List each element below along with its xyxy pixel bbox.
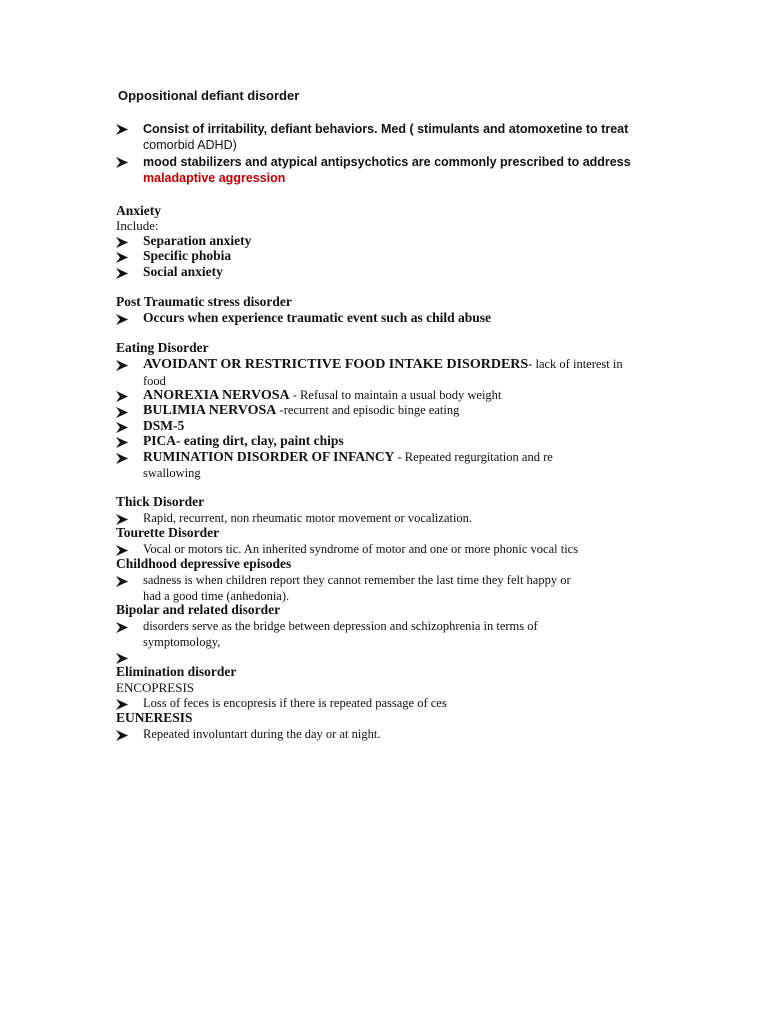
depressive-item — [143, 572, 653, 604]
arrow-bullet-icon — [116, 650, 134, 664]
rumination-cont: swallowing — [143, 466, 201, 480]
arrow-bullet-icon — [116, 511, 134, 525]
rumination-term: RUMINATION DISORDER OF INFANCY — [143, 449, 395, 464]
arrow-bullet-icon — [116, 154, 134, 168]
elimination-heading: Elimination disorder — [116, 664, 237, 679]
arrow-bullet-icon — [116, 249, 134, 263]
eating-item-rumination — [143, 449, 653, 481]
depressive-heading: Childhood depressive episodes — [116, 556, 292, 571]
bulimia-desc: -recurrent and episodic binge eating — [276, 403, 460, 417]
arrow-bullet-icon — [116, 311, 134, 325]
arrow-bullet-icon — [116, 357, 134, 371]
arrow-bullet-icon — [116, 388, 134, 402]
bipolar-heading: Bipolar and related disorder — [116, 602, 281, 617]
odd-item-1-text: Consist of irritability, defiant behaviors. Med ( stimulants and atomoxetine to treat — [143, 122, 629, 136]
bipolar-item-cont: symptomology, — [143, 635, 221, 649]
eneuresis-label: EUNERESIS — [116, 710, 193, 725]
odd-heading: Oppositional defiant disorder — [118, 88, 300, 103]
bipolar-item — [143, 618, 653, 650]
arrow-bullet-icon — [116, 573, 134, 587]
odd-item-2 — [143, 154, 653, 186]
odd-item-1 — [143, 121, 653, 153]
eneuresis-item: Repeated involuntart during the day or at night. — [143, 727, 381, 741]
tic-heading: Thick Disorder — [116, 494, 205, 509]
arrow-bullet-icon — [116, 404, 134, 418]
anorexia-term: ANOREXIA NERVOSA — [143, 388, 290, 403]
anxiety-item: Social anxiety — [143, 264, 223, 279]
bipolar-item-text: disorders serve as the bridge between depression and schizophrenia in terms of — [143, 619, 538, 633]
encopresis-item: Loss of feces is encopresis if there is repeated passage of ces — [143, 696, 447, 710]
ptsd-item: Occurs when experience traumatic event such as child abuse — [143, 310, 491, 325]
depressive-item-cont: had a good time (anhedonia). — [143, 589, 290, 603]
arrow-bullet-icon — [116, 727, 134, 741]
anxiety-item: Specific phobia — [143, 248, 232, 263]
arrow-bullet-icon — [116, 265, 134, 279]
anxiety-item: Separation anxiety — [143, 233, 252, 248]
arfid-desc: - lack of interest in — [528, 357, 623, 371]
eating-item-pica: PICA- eating dirt, clay, paint chips — [143, 433, 344, 448]
tourette-heading: Tourette Disorder — [116, 525, 220, 540]
odd-item-1-cont: comorbid ADHD) — [143, 138, 237, 152]
depressive-item-text: sadness is when children report they cannot remember the last time they felt happy or — [143, 573, 571, 587]
anorexia-desc: - Refusal to maintain a usual body weight — [289, 388, 502, 402]
arrow-bullet-icon — [116, 434, 134, 448]
arrow-bullet-icon — [116, 121, 134, 135]
tourette-item: Vocal or motors tic. An inherited syndrome of motor and one or more phonic vocal tics — [143, 542, 579, 556]
tic-item: Rapid, recurrent, non rheumatic motor movement or vocalization. — [143, 511, 473, 525]
arrow-bullet-icon — [116, 234, 134, 248]
ptsd-heading: Post Traumatic stress disorder — [116, 294, 292, 309]
encopresis-label: ENCOPRESIS — [116, 680, 195, 695]
rumination-desc: - Repeated regurgitation and re — [394, 450, 553, 464]
eating-item-bulimia — [143, 402, 653, 419]
odd-item-2-text: mood stabilizers and atypical antipsychotics are commonly prescribed to address — [143, 155, 631, 169]
arrow-bullet-icon — [116, 450, 134, 464]
odd-item-2-highlight: maladaptive aggression — [143, 171, 286, 185]
arfid-term: AVOIDANT OR RESTRICTIVE FOOD INTAKE DISORDERS — [143, 357, 529, 372]
arfid-cont: food — [143, 374, 166, 388]
arrow-bullet-icon — [116, 696, 134, 710]
eating-heading: Eating Disorder — [116, 340, 209, 355]
arrow-bullet-icon — [116, 619, 134, 633]
bulimia-term: BULIMIA NERVOSA — [143, 403, 277, 418]
anxiety-heading: Anxiety — [116, 203, 161, 218]
arrow-bullet-icon — [116, 542, 134, 556]
anxiety-include-label: Include: — [116, 218, 159, 233]
eating-item-arfid — [143, 356, 653, 389]
arrow-bullet-icon — [116, 419, 134, 433]
eating-item-dsm: DSM-5 — [143, 418, 185, 433]
